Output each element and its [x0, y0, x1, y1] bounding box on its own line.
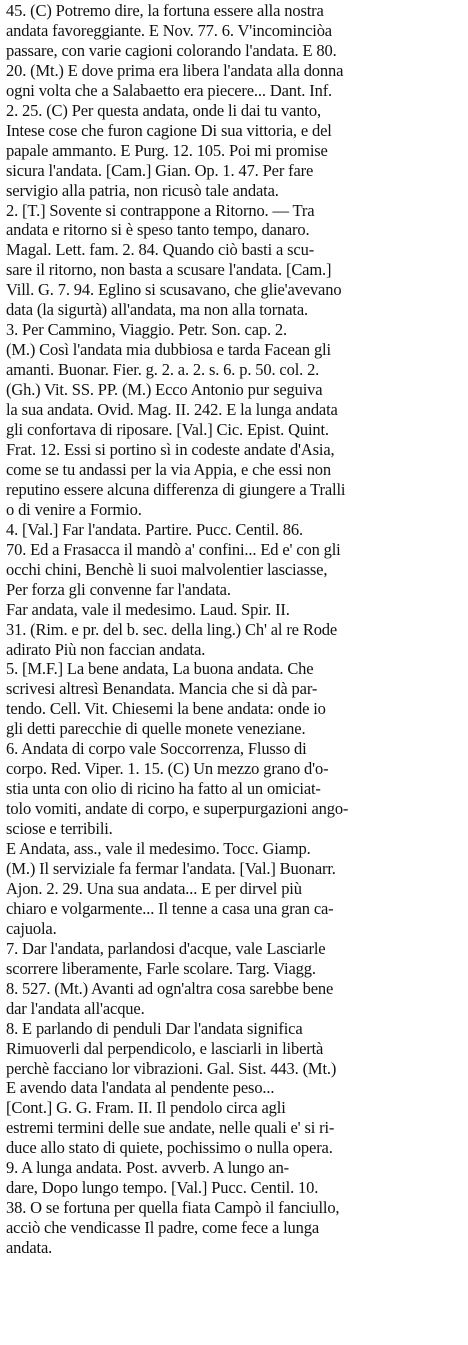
- text-line: (M.) Il serviziale fa fermar l'andata. [Val.] Buonarr.: [6, 858, 336, 878]
- text-line: gli detti parecchie di quelle monete veneziane.: [6, 719, 306, 739]
- text-line: perchè facciano lor vibrazioni. Gal. Sist. 443. (Mt.): [6, 1058, 337, 1078]
- text-line: andata favoreggiante. E Nov. 77. 6. V'incominciòa: [6, 20, 332, 40]
- text-line: 20. (Mt.) E dove prima era libera l'andata alla donna: [6, 60, 344, 80]
- text-line: 3. Per Cammino, Viaggio. Petr. Son. cap. 2.: [6, 320, 287, 340]
- text-line: come se tu andassi per la via Appia, e che essi non: [6, 459, 332, 479]
- text-line: Magal. Lett. fam. 2. 84. Quando ciò basti a scu-: [6, 240, 315, 260]
- text-line: Far andata, vale il medesimo. Laud. Spir. II.: [6, 599, 290, 619]
- text-line: andata.: [6, 1238, 53, 1258]
- text-line: 31. (Rim. e pr. del b. sec. della ling.) Ch' al re Rode: [6, 619, 338, 639]
- text-line: sicura l'andata. [Cam.] Gian. Op. 1. 47. Per fare: [6, 160, 314, 180]
- text-line: o di venire a Formio.: [6, 499, 142, 519]
- text-line: 38. O se fortuna per quella fiata Campò il fanciullo,: [6, 1198, 340, 1218]
- text-line: acciò che vendicasse Il padre, come fece a lunga: [6, 1218, 319, 1238]
- text-line: (Gh.) Vit. SS. PP. (M.) Ecco Antonio pur seguiva: [6, 380, 323, 400]
- text-line: E avendo data l'andata al pendente peso...: [6, 1078, 275, 1098]
- text-line: (M.) Così l'andata mia dubbiosa e tarda Facean gli: [6, 340, 331, 360]
- text-line: dar l'andata all'acque.: [6, 998, 145, 1018]
- text-line: Rimuoverli dal perpendicolo, e lasciarli in libertà: [6, 1038, 324, 1058]
- text-line: 8. 527. (Mt.) Avanti ad ogn'altra cosa sarebbe bene: [6, 978, 334, 998]
- text-line: Per forza gli convenne far l'andata.: [6, 579, 231, 599]
- text-line: gli confortava di riposare. [Val.] Cic. Epist. Quint.: [6, 420, 329, 440]
- text-line: 70. Ed a Frasacca il mandò a' confini... Ed e' con gli: [6, 539, 341, 559]
- text-line: Vill. G. 7. 94. Eglino si scusavano, che glie'avevano: [6, 280, 342, 300]
- text-line: la sua andata. Ovid. Mag. II. 242. E la lunga andata: [6, 400, 338, 420]
- text-line: corpo. Red. Viper. 1. 15. (C) Un mezzo grano d'o-: [6, 759, 329, 779]
- text-line: amanti. Buonar. Fier. g. 2. a. 2. s. 6. p. 50. col. 2.: [6, 360, 320, 380]
- text-line: 9. A lunga andata. Post. avverb. A lungo an-: [6, 1158, 290, 1178]
- text-line: andata e ritorno si è speso tanto tempo, danaro.: [6, 220, 310, 240]
- text-line: estremi termini delle sue andate, nelle quali e' si ri-: [6, 1118, 335, 1138]
- text-line: 7. Dar l'andata, parlandosi d'acque, vale Lasciarle: [6, 938, 326, 958]
- text-line: tolo vomiti, andate di corpo, e superpurgazioni ango-: [6, 799, 349, 819]
- text-line: occhi chini, Benchè li suoi malvolentier lasciasse,: [6, 559, 328, 579]
- text-line: scrivesi altresì Benandata. Mancia che si dà par-: [6, 679, 318, 699]
- text-line: Intese cose che furon cagione Di sua vittoria, e del: [6, 120, 332, 140]
- text-line: tendo. Cell. Vit. Chiesemi la bene andata: onde io: [6, 699, 326, 719]
- text-line: [Cont.] G. G. Fram. II. Il pendolo circa agli: [6, 1098, 286, 1118]
- text-line: ogni volta che a Salabaetto era piecere... Dant. Inf.: [6, 80, 333, 100]
- text-line: scorrere liberamente, Farle scolare. Targ. Viagg.: [6, 958, 316, 978]
- text-line: stia unta con olio di ricino ha fatto al un omiciat-: [6, 779, 321, 799]
- entry-text-column: [6, 1, 462, 1258]
- text-line: chiaro e volgarmente... Il tenne a casa una gran ca-: [6, 898, 334, 918]
- text-line: sciose e terribili.: [6, 819, 113, 839]
- text-line: Frat. 12. Essi si portino sì in codeste andate d'Asia,: [6, 439, 335, 459]
- text-line: adirato Più non faccian andata.: [6, 639, 206, 659]
- text-line: duce allo stato di quiete, pochissimo o nulla opera.: [6, 1138, 333, 1158]
- text-line: servigio alla patria, non ricusò tale andata.: [6, 180, 279, 200]
- text-line: data (la sigurtà) all'andata, ma non alla tornata.: [6, 300, 308, 320]
- text-line: reputino essere alcuna differenza di giungere a Tralli: [6, 479, 346, 499]
- text-line: 8. E parlando di penduli Dar l'andata significa: [6, 1018, 303, 1038]
- text-line: 45. (C) Potremo dire, la fortuna essere alla nostra: [6, 1, 324, 20]
- text-line: E Andata, ass., vale il medesimo. Tocc. Giamp.: [6, 839, 311, 859]
- text-line: sare il ritorno, non basta a scusare l'andata. [Cam.]: [6, 260, 332, 280]
- text-line: dare, Dopo lungo tempo. [Val.] Pucc. Centil. 10.: [6, 1178, 319, 1198]
- text-line: Ajon. 2. 29. Una sua andata... E per dirvel più: [6, 878, 302, 898]
- text-line: 4. [Val.] Far l'andata. Partire. Pucc. Centil. 86.: [6, 519, 303, 539]
- text-line: 6. Andata di corpo vale Soccorrenza, Flusso di: [6, 739, 307, 759]
- text-line: cajuola.: [6, 918, 57, 938]
- text-line: 5. [M.F.] La bene andata, La buona andata. Che: [6, 659, 314, 679]
- text-line: passare, con varie cagioni colorando l'andata. E 80.: [6, 40, 337, 60]
- text-line: 2. 25. (C) Per questa andata, onde li dai tu vanto,: [6, 100, 321, 120]
- text-line: 2. [T.] Sovente si contrappone a Ritorno. — Tra: [6, 200, 315, 220]
- text-line: papale ammanto. E Purg. 12. 105. Poi mi promise: [6, 140, 328, 160]
